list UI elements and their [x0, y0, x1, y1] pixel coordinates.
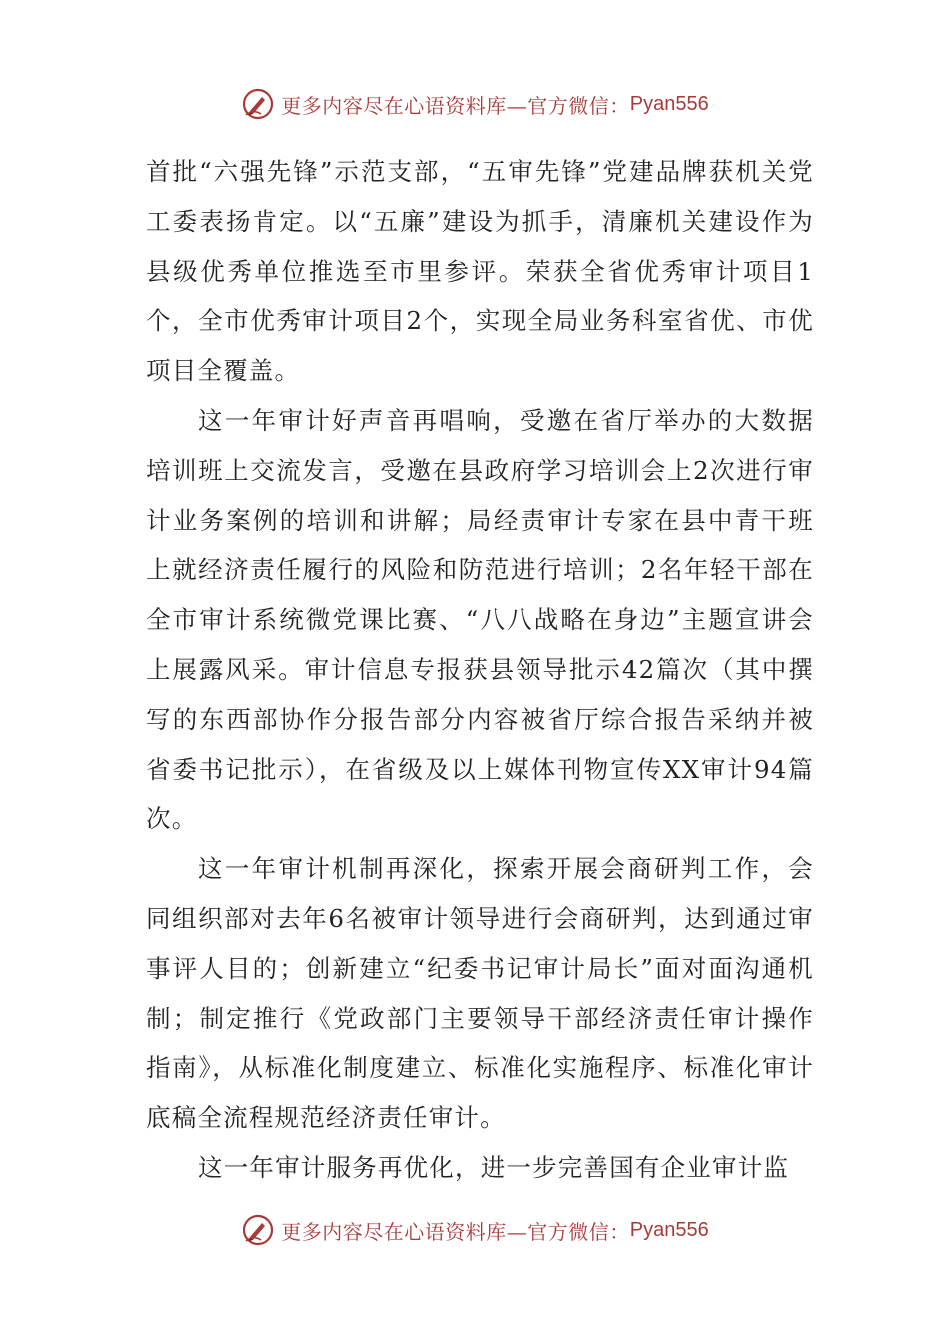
banner-text: 更多内容尽在心语资料库—官方微信： — [281, 93, 630, 118]
banner-wechat-id: Pyan556 — [629, 1218, 709, 1241]
banner-text: 更多内容尽在心语资料库—官方微信： — [281, 1219, 630, 1244]
pen-circle-icon — [241, 87, 275, 121]
paragraph: 首批“六强先锋”示范支部，“五审先锋”党建品牌获机关党工委表扬肯定。以“五廉”建设为抓手，清廉机关建设作为县级优秀单位推选至市里参评。荣获全省优秀审计项目1个，全市优秀审计项目2个，实现全局业务科室省优、市优项目全覆盖。 — [146, 157, 814, 386]
footer-banner — [0, 1210, 950, 1250]
document-body — [146, 147, 814, 1193]
paragraph: 这一年审计好声音再唱响，受邀在省厅举办的大数据培训班上交流发言，受邀在县政府学习培训会上2次进行审计业务案例的培训和讲解；局经责审计专家在县中青干班上就经济责任履行的风险和防范进行培训；2名年轻干部在全市审计系统微党课比赛、“八八战略在身边”主题宣讲会上展露风采。审计信息专报获县领导批示42篇次（其中撰写的东西部协作分报告部分内容被省厅综合报告采纳并被省委书记批示），在省级及以上媒体刊物宣传XX审计94篇次。 — [146, 405, 814, 834]
pen-circle-icon — [241, 1213, 275, 1247]
paragraph: 这一年审计服务再优化，进一步完善国有企业审计监 — [198, 1152, 790, 1182]
header-banner — [0, 84, 950, 124]
paragraph: 这一年审计机制再深化，探索开展会商研判工作，会同组织部对去年6名被审计领导进行会商研判，达到通过审事评人目的；创新建立“纪委书记审计局长”面对面沟通机制；制定推行《党政部门主要领导干部经济责任审计操作指南》，从标准化制度建立、标准化实施程序、标准化审计底稿全流程规范经济责任审计。 — [146, 854, 814, 1133]
banner-wechat-id: Pyan556 — [629, 92, 709, 115]
